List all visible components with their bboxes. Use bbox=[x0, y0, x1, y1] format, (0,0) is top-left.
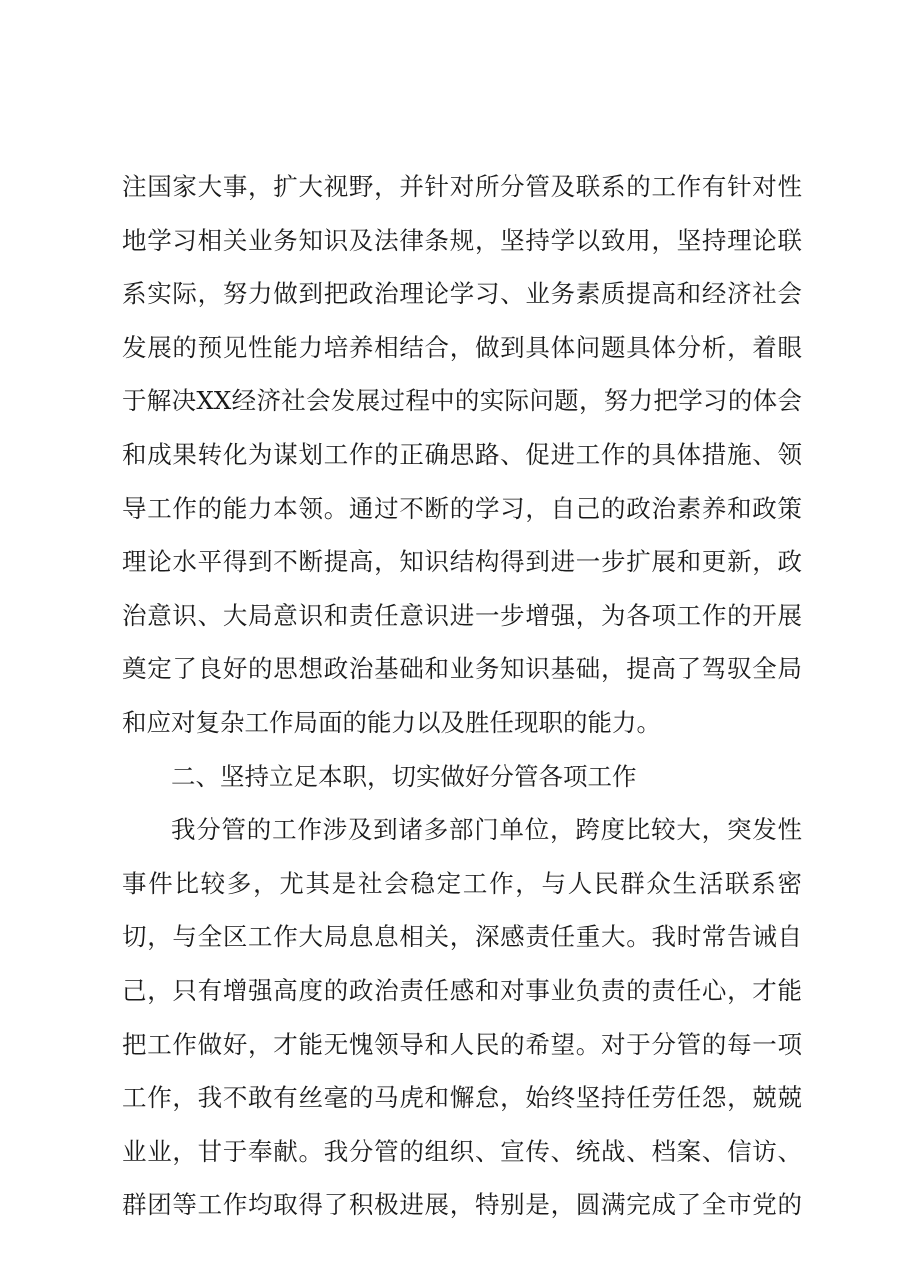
section-heading bbox=[122, 758, 802, 812]
text-line: 把工作做好，才能无愧领导和人民的希望。对于分管的每一项 bbox=[122, 1029, 802, 1059]
section-heading-text: 二、坚持立足本职，切实做好分管各项工作 bbox=[171, 761, 637, 791]
document-body bbox=[122, 168, 802, 1240]
text-line: 理论水平得到不断提高，知识结构得到进一步扩展和更新，政 bbox=[122, 547, 802, 577]
text-line: 业业，甘于奉献。我分管的组织、宣传、统战、档案、信访、 bbox=[122, 1136, 802, 1166]
text-line: 己，只有增强高度的政治责任感和对事业负责的责任心，才能 bbox=[122, 975, 802, 1005]
text-line: 地学习相关业务知识及法律条规，坚持学以致用，坚持理论联 bbox=[122, 225, 802, 255]
text-line: 群团等工作均取得了积极进展，特别是，圆满完成了全市党的 bbox=[122, 1190, 802, 1220]
text-line: 系实际，努力做到把政治理论学习、业务素质提高和经济社会 bbox=[122, 279, 802, 309]
text-line: 于解决XX经济社会发展过程中的实际问题，努力把学习的体会 bbox=[122, 386, 802, 416]
text-line: 注国家大事，扩大视野，并针对所分管及联系的工作有针对性 bbox=[122, 172, 802, 201]
text-line: 我分管的工作涉及到诸多部门单位，跨度比较大，突发性 bbox=[171, 815, 802, 845]
text-line: 导工作的能力本领。通过不断的学习，自己的政治素养和政策 bbox=[122, 493, 802, 523]
paragraph-duties bbox=[122, 811, 802, 1240]
text-line: 和成果转化为谋划工作的正确思路、促进工作的具体措施、领 bbox=[122, 439, 802, 469]
text-line: 治意识、大局意识和责任意识进一步增强，为各项工作的开展 bbox=[122, 600, 802, 630]
text-line: 工作，我不敢有丝毫的马虎和懈怠，始终坚持任劳任怨，兢兢 bbox=[122, 1083, 802, 1113]
text-line: 切，与全区工作大局息息相关，深感责任重大。我时常告诫自 bbox=[122, 922, 802, 952]
text-line: 奠定了良好的思想政治基础和业务知识基础，提高了驾驭全局 bbox=[122, 654, 802, 684]
text-line: 和应对复杂工作局面的能力以及胜任现职的能力。 bbox=[122, 707, 661, 737]
text-line: 事件比较多，尤其是社会稳定工作，与人民群众生活联系密 bbox=[122, 868, 802, 898]
text-line: 发展的预见性能力培养相结合，做到具体问题具体分析，着眼 bbox=[122, 332, 802, 362]
paragraph-study bbox=[122, 168, 802, 758]
